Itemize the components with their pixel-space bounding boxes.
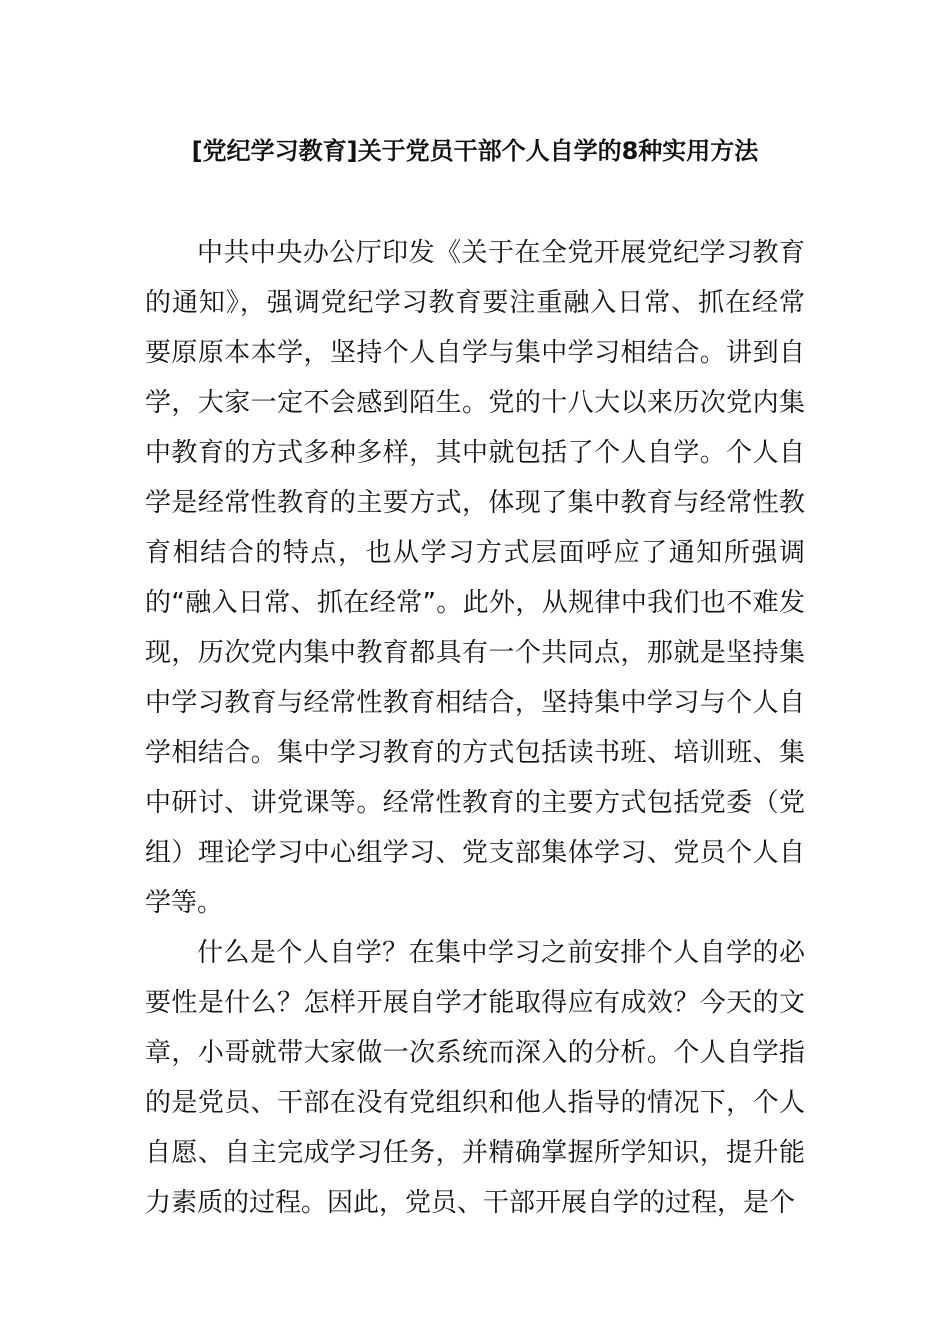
- paragraph-1: 中共中央办公厅印发《关于在全党开展党纪学习教育的通知》，强调党纪学习教育要注重融入日常、抓在经常要原原本本学，坚持个人自学与集中学习相结合。讲到自学，大家一定不会感到陌生。党的十八大以来历次党内集中教育的方式多种多样，其中就包括了个人自学。个人自学是经常性教育的主要方式，体现了集中教育与经常性教育相结合的特点，也从学习方式层面呼应了通知所强调的“融入日常、抓在经常”。此外，从规律中我们也不难发现，历次党内集中教育都具有一个共同点，那就是坚持集中学习教育与经常性教育相结合，坚持集中学习与个人自学相结合。集中学习教育的方式包括读书班、培训班、集中研讨、讲党课等。经常性教育的主要方式包括党委（党组）理论学习中心组学习、党支部集体学习、党员个人自学等。: [145, 238, 805, 918]
- paragraph-2: 什么是个人自学？在集中学习之前安排个人自学的必要性是什么？怎样开展自学才能取得应有成效？今天的文章，小哥就带大家做一次系统而深入的分析。个人自学指的是党员、干部在没有党组织和他人指导的情况下，个人自愿、自主完成学习任务，并精确掌握所学知识，提升能力素质的过程。因此，党员、干部开展自学的过程，是个: [145, 938, 805, 1218]
- document-title: [党纪学习教育]关于党员干部个人自学的8种实用方法: [191, 137, 759, 165]
- document-body: [145, 228, 805, 1228]
